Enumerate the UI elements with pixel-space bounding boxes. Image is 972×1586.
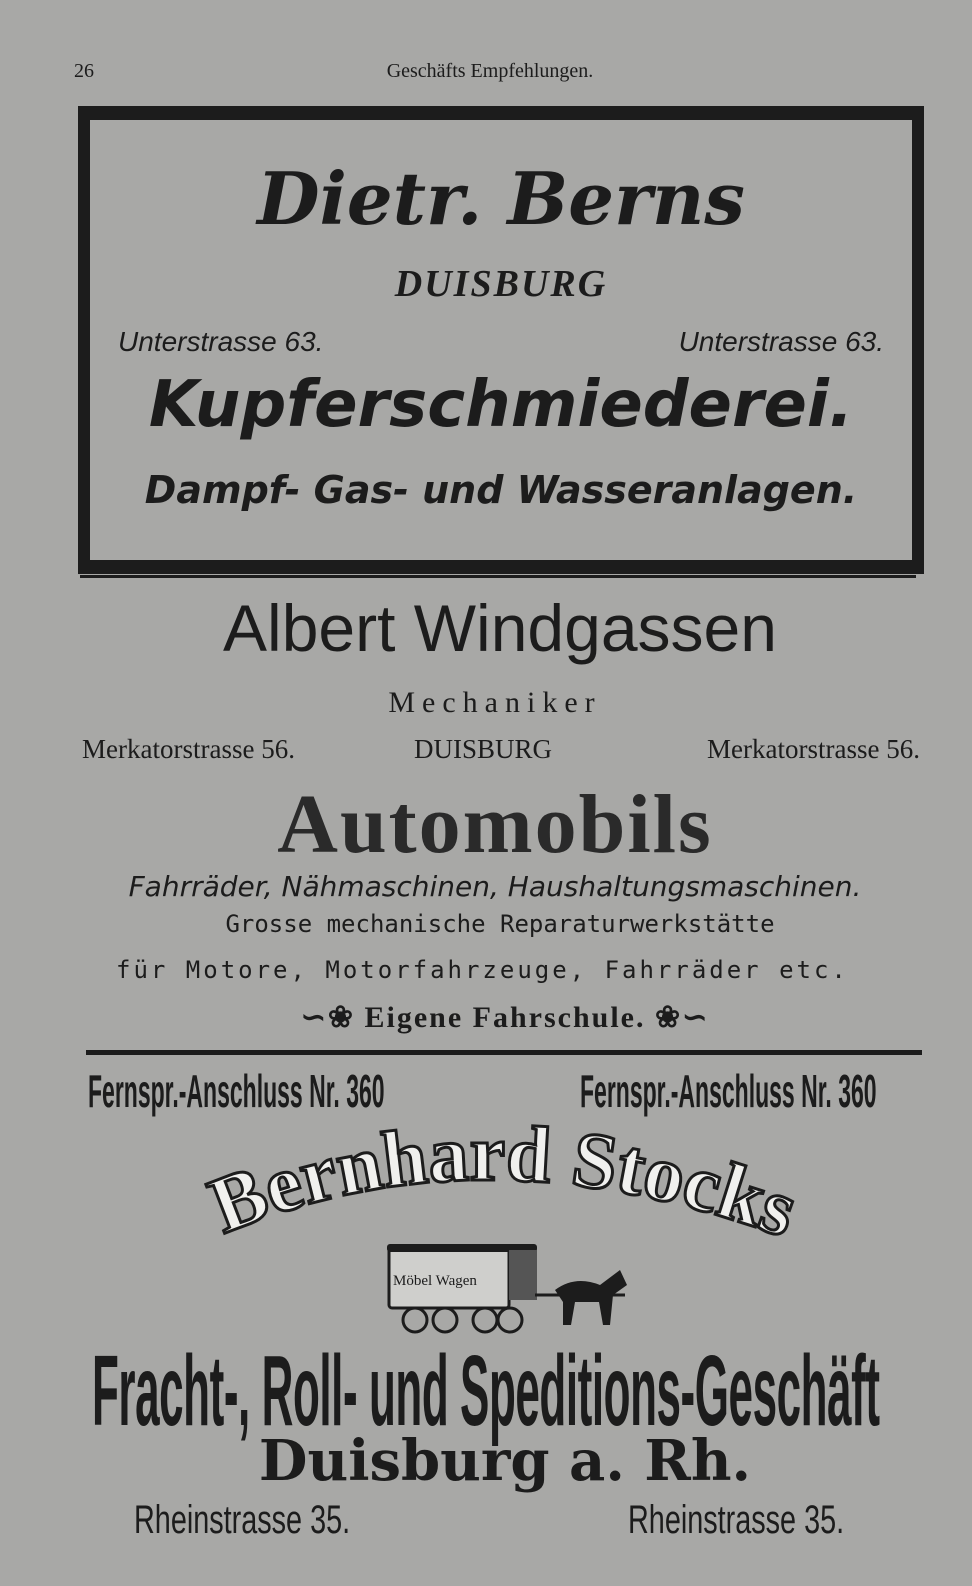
ad3-phone-right: Fernspr.-Anschluss Nr. 360 bbox=[580, 1065, 877, 1117]
ad2-workshop: Grosse mechanische Reparaturwerkstätte bbox=[225, 910, 775, 938]
ad2-school: Eigene Fahrschule. bbox=[364, 1001, 646, 1034]
ad2-city: DUISBURG bbox=[414, 734, 553, 764]
ad1-city: DUISBURG bbox=[394, 263, 608, 305]
ad3-address-left: Rheinstrasse 35. bbox=[134, 1498, 351, 1542]
ad-dietr-berns bbox=[78, 106, 924, 574]
ad1-address-right: Unterstrasse 63. bbox=[678, 326, 884, 357]
ad3-phone-left: Fernspr.-Anschluss Nr. 360 bbox=[88, 1065, 385, 1117]
ad3-city: Duisburg a. Rh. bbox=[258, 1428, 752, 1494]
ad2-profession: Mechaniker bbox=[388, 686, 602, 719]
divider bbox=[86, 1050, 922, 1055]
ad2-workshop-for: für Motore, Motorfahrzeuge, Fahrräder etc. bbox=[116, 956, 849, 984]
ad2-name: Albert Windgassen bbox=[223, 591, 777, 665]
divider bbox=[80, 575, 916, 578]
ad1-name: Dietr. Berns bbox=[257, 156, 745, 241]
ad3-name: Bernhard Stocks bbox=[198, 1120, 809, 1255]
ad2-address-left: Merkatorstrasse 56. bbox=[82, 734, 295, 764]
ad2-address-right: Merkatorstrasse 56. bbox=[707, 734, 920, 764]
ad2-products: Fahrräder, Nähmaschinen, Haushaltungsmaschinen. bbox=[128, 870, 862, 903]
page-number: 26 bbox=[74, 60, 94, 82]
ad3-address-right: Rheinstrasse 35. bbox=[628, 1498, 845, 1542]
svg-text:Bernhard Stocks bbox=[198, 1120, 808, 1255]
ornament-right-icon: ❀∽ bbox=[655, 1001, 710, 1034]
ad1-services: Dampf- Gas- und Wasseranlagen. bbox=[144, 468, 858, 512]
ad1-address-left: Unterstrasse 63. bbox=[118, 326, 324, 357]
running-title: Geschäfts Empfehlungen. bbox=[386, 60, 594, 82]
ad3-trade: Fracht-, Roll- und Speditions-Geschäft bbox=[92, 1335, 880, 1447]
ad1-trade: Kupferschmiederei. bbox=[148, 368, 854, 442]
moving-wagon-illustration bbox=[385, 1240, 635, 1340]
ad2-headline: Automobils bbox=[277, 778, 713, 871]
ornament-left-icon: ∽❀ bbox=[300, 1001, 355, 1034]
wagon-label: Möbel Wagen bbox=[393, 1273, 477, 1289]
